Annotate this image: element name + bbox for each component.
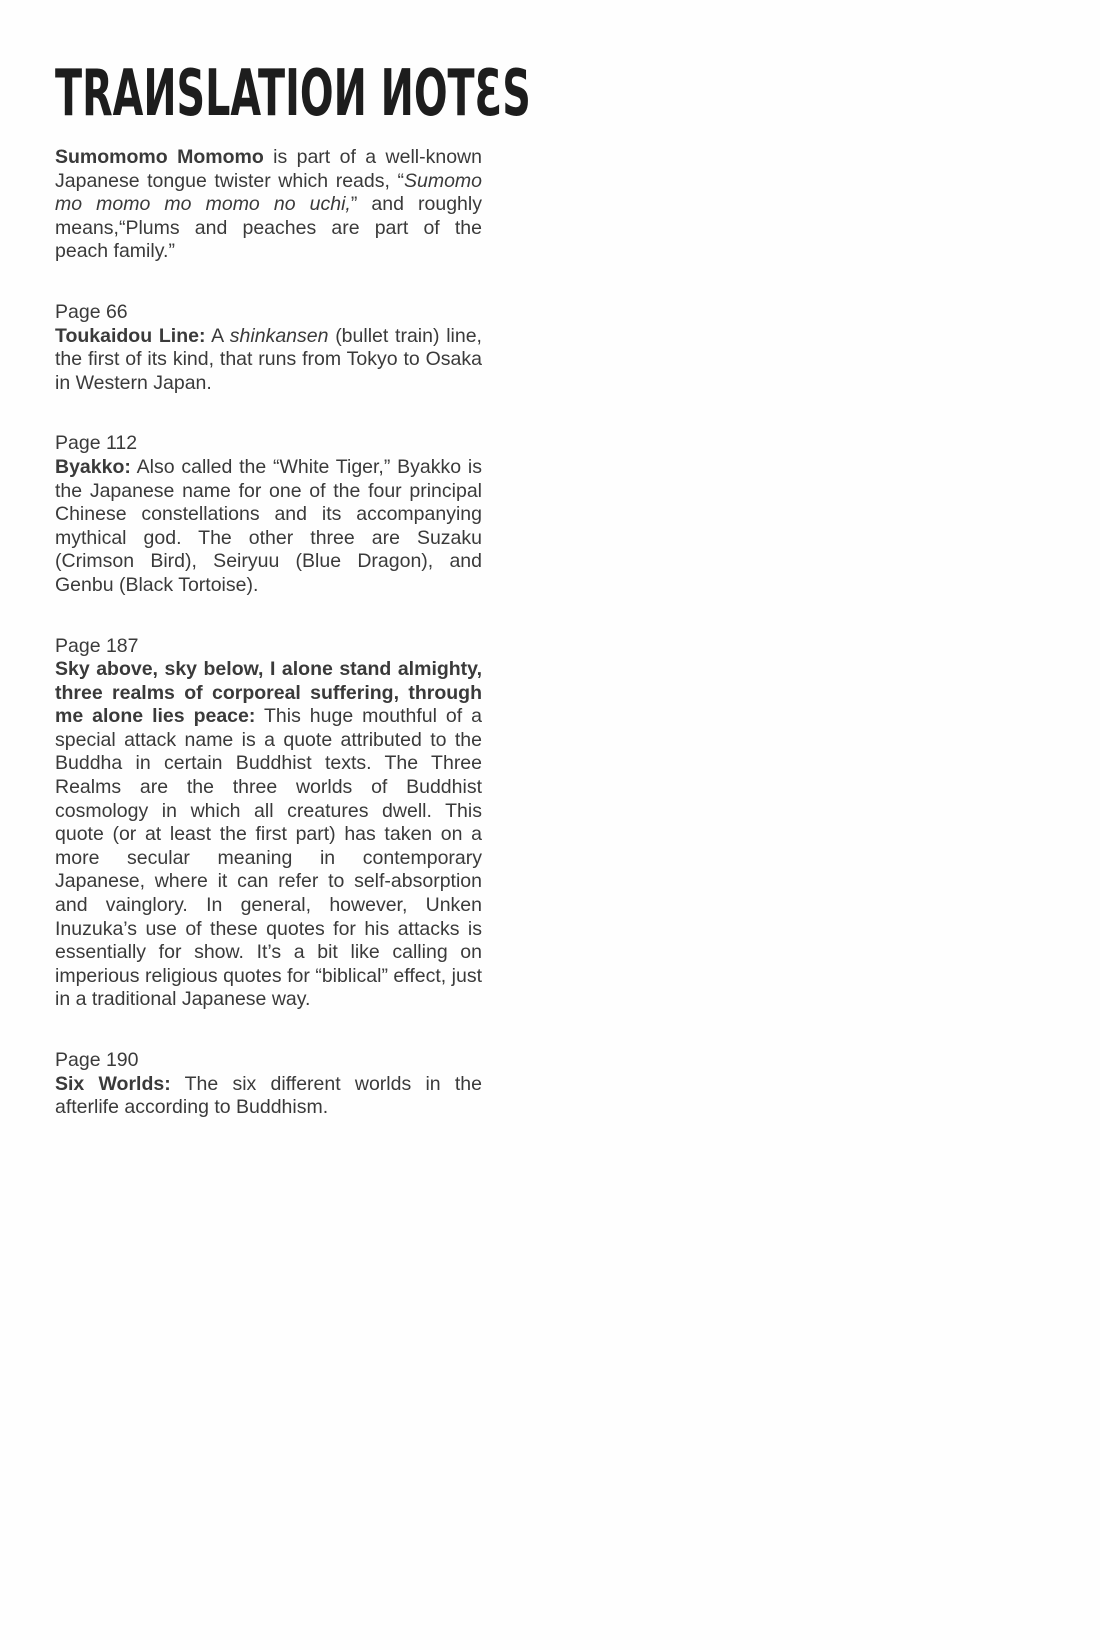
intro-paragraph bbox=[55, 146, 482, 264]
note-term: Sky above, sky below, I alone stand almighty, three realms of corporeal suffering, through me alone lies peace: bbox=[55, 658, 482, 728]
note-section-page-187 bbox=[55, 635, 482, 1013]
text-segment: shinkansen bbox=[229, 324, 329, 347]
text-segment: This huge mouthful of a special attack name is a quote attributed to the Buddha in certain Buddhist texts. The Three Realms are the three worlds of Buddhist cosmology in which all creatures dwell. This quote (or at least the first part) has taken on a more secular meaning in contemporary Japanese, where it can refer to self-absorption and vainglory. In general, however, Unken Inuzuka’s use of these quotes for his attacks is essentially for show. It’s a bit like calling on imperious religious quotes for “biblical” effect, just in a traditional Japanese way. bbox=[55, 705, 482, 1011]
notes-content bbox=[55, 146, 482, 1120]
page-title: TRAИSLATIOИ ИOTƐS bbox=[55, 57, 531, 131]
text-segment: A bbox=[205, 324, 230, 347]
text-segment: is part of a well-known Japanese tongue twister which reads, “ bbox=[55, 146, 482, 192]
note-term: Six Worlds: bbox=[55, 1072, 171, 1095]
note-paragraph bbox=[55, 1073, 482, 1120]
note-paragraph bbox=[55, 325, 482, 396]
page-label: Page 66 bbox=[55, 300, 128, 323]
text-segment: Also called the “White Tiger,” Byakko is the Japanese name for one of the four principal Chinese constellations and its accompanying mythical god. The other three are Suzaku (Crimson Bird), Seiryuu (Blue Dragon), and Genbu (Black Tortoise). bbox=[55, 455, 482, 596]
note-term: Byakko: bbox=[55, 455, 131, 478]
note-section-page-66 bbox=[55, 301, 482, 395]
note-term: Toukaidou Line: bbox=[55, 324, 206, 347]
page-label: Page 190 bbox=[55, 1049, 139, 1071]
text-segment: (bullet train) line, the first of its kind, that runs from Tokyo to Osaka in Western Japan. bbox=[55, 324, 482, 394]
text-segment: Sumomo mo momo mo momo no uchi, bbox=[55, 169, 482, 216]
note-paragraph bbox=[55, 456, 482, 598]
note-paragraph bbox=[55, 658, 482, 1012]
note-section-page-190 bbox=[55, 1049, 482, 1120]
page-label: Page 112 bbox=[55, 432, 138, 455]
page-label: Page 187 bbox=[55, 634, 139, 657]
text-segment: The six different worlds in the afterlife according to Buddhism. bbox=[55, 1072, 482, 1119]
note-section-page-112 bbox=[55, 432, 482, 597]
text-segment: ” and roughly means,“Plums and peaches are part of the peach family.” bbox=[55, 193, 482, 263]
intro-term: Sumomomo Momomo bbox=[55, 146, 264, 168]
